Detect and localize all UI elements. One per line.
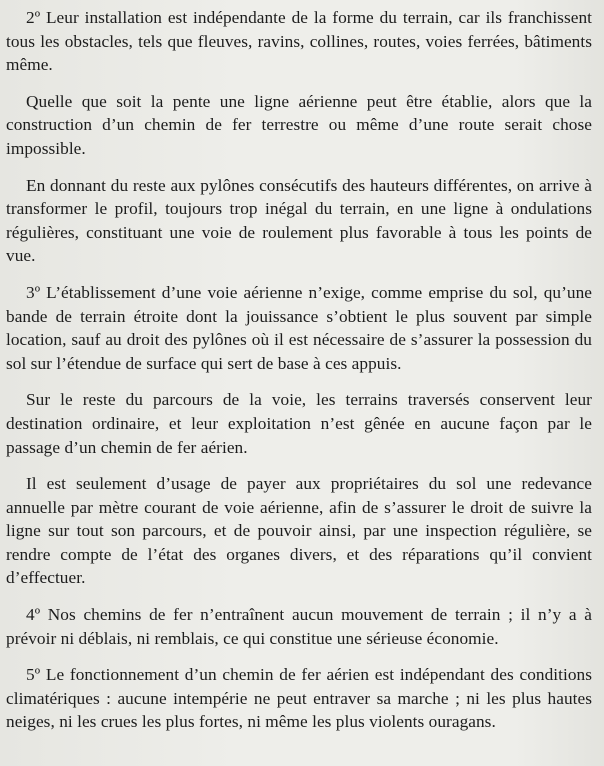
paragraph-pylons: En donnant du reste aux pylônes consécutifs des hauteurs différentes, on arrive à transformer le profil, toujours trop inégal du terrain, en une ligne à ondulations régulières, constituant une voie de roulement plus favorable à tous les points de vue. bbox=[6, 175, 592, 266]
paragraph-slope: Quelle que soit la pente une ligne aérienne peut être établie, alors que la construction d’un chemin de fer terrestre ou même d’une route serait chose impossible. bbox=[6, 91, 592, 158]
paragraph-earthworks: 4º Nos chemins de fer n’entraînent aucun mouvement de terrain ; il n’y a à prévoir ni déblais, ni remblais, ce qui constitue une sérieuse économie. bbox=[6, 605, 592, 648]
paragraph-remaining-land: Sur le reste du parcours de la voie, les terrains traversés conservent leur destination ordinaire, et leur exploitation n’est gênée en aucune façon par le passage d’un chemin de fer aérien. bbox=[6, 390, 592, 457]
paragraph-installation: 2º Leur installation est indépendante de la forme du terrain, car ils franchissent tous les obstacles, tels que fleuves, ravins, collines, routes, voies ferrées, bâtiments même. bbox=[6, 8, 592, 75]
paragraph-climate: 5º Le fonctionnement d’un chemin de fer aérien est indépendant des conditions climatériques : aucune intempérie ne peut entraver sa marche ; ni les plus hautes neiges, ni les crues les plus fortes, ni même les plus violents ouragans. bbox=[6, 665, 592, 732]
paragraph-fee: Il est seulement d’usage de payer aux propriétaires du sol une redevance annuelle par mètre courant de voie aérienne, afin de s’assurer le droit de suivre la ligne sur tout son parcours, et de pouvoir ainsi, par une inspection régulière, se rendre compte de l’état des organes divers, et des réparations qu’il convient d’effectuer. bbox=[6, 474, 592, 588]
paragraph-land-use: 3º L’établissement d’une voie aérienne n’exige, comme emprise du sol, qu’une bande de terrain étroite dont la jouissance s’obtient le plus souvent par simple location, sauf au droit des pylônes où il est nécessaire de s’assurer la possession du sol sur l’étendue de surface qui sert de base à ces appuis. bbox=[6, 282, 592, 373]
